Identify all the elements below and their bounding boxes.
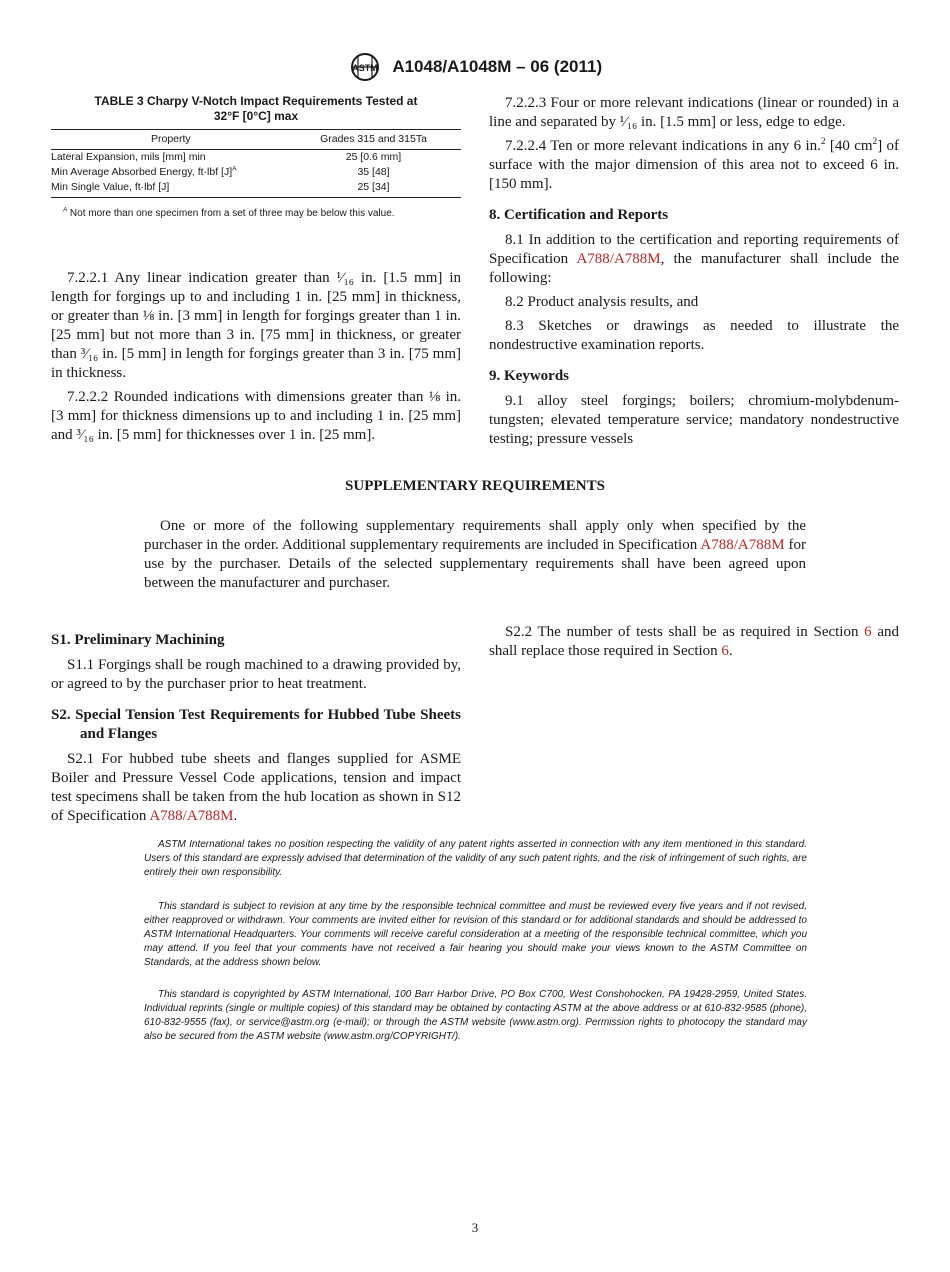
col-header-property: Property (51, 130, 286, 150)
astm-logo-icon (348, 52, 382, 82)
table-footnote: $^A$ Not more than one specimen from a set of three may be below this value. (63, 206, 395, 219)
charpy-table (51, 129, 461, 198)
s2-heading: S2. Special Tension Test Requirements for Hubbed Tube Sheets and Flanges (51, 707, 461, 742)
row-property: Min Single Value, ft·lbf [J] (51, 180, 286, 198)
spec-link[interactable]: A788/A788M (576, 251, 661, 267)
page-header (0, 52, 950, 82)
row-value: 35 [48] (357, 166, 390, 178)
paragraph-s2-1: S2.1 For hubbed tube sheets and flanges supplied for ASME Boiler and Pressure Vessel Code applications, tension and impact test specimens shall be taken from the hub location as shown in S12 of Specification A788/A788M. (51, 751, 461, 824)
legal-notice-patent: ASTM International takes no position respecting the validity of any patent rights asserted in connection with any item mentioned in this standard. Users of this standard are expressly advised that determination of the validity of any such patent rights, and the risk of infringement of such rights, are entirely their own responsibility. (144, 839, 807, 878)
spec-link[interactable]: A788/A788M (700, 537, 785, 553)
section-9-heading: 9. Keywords (489, 368, 569, 384)
paragraph-8-1: 8.1 In addition to the certification and reporting requirements of Specification A788/A788M, the manufacturer shall include the following: (489, 232, 900, 286)
legal-notice-copyright: This standard is copyrighted by ASTM International, 100 Barr Harbor Drive, PO Box C700, West Conshohocken, PA 19428-2959, United States. Individual reprints (single or multiple copies) of this standard may be obtained by contacting ASTM at the above address or at 610-832-9585 (phone), 610-832-9555 (fax), or service@astm.org (e-mail); or through the ASTM website (www.astm.org). Permission rights to photocopy the standard may also be secured from the ASTM website (www.astm.org/COPYRIGHT/). (144, 989, 807, 1042)
row-property: Lateral Expansion, mils [mm] min (51, 151, 206, 163)
table-row (51, 180, 461, 198)
paragraph-7-2-2-1: 7.2.2.1 Any linear indication greater than ¹⁄₁₆ in. [1.5 mm] in length for forgings up to and including 1 in. [25 mm] in thickness, or greater than ⅛ in. [3 mm] in length for forgings greater than 1 in. [25 mm] but not more than 3 in. [75 mm] in thickness, or greater than ³⁄₁₆ in. [5 mm] in length for forgings greater than 3 in. [75 mm] in thickness. (51, 270, 461, 381)
section-link[interactable]: 6 (721, 643, 729, 659)
section-link[interactable]: 6 (864, 624, 872, 640)
s1-heading: S1. Preliminary Machining (51, 632, 225, 648)
table-3 (51, 94, 461, 223)
spec-link[interactable]: A788/A788M (149, 808, 234, 824)
supplementary-intro: One or more of the following supplementary requirements shall apply only when specified by the purchaser in the order. Additional supplementary requirements are included in Specification A788/A788M for use by the purchaser. Details of the selected supplementary requirements shall have been agreed upon between the manufacturer and purchaser. (144, 518, 807, 591)
table-title-line2: 32°F [0°C] max (213, 109, 299, 123)
svg-text:ASTM: ASTM (352, 63, 378, 73)
left-column-top (51, 94, 461, 450)
section-8-heading: 8. Certification and Reports (489, 207, 669, 223)
paragraph-9-1: 9.1 alloy steel forgings; boilers; chromium-molybdenum-tungsten; elevated temperature service; mandatory nondestructive testing; pressure vessels (489, 393, 899, 447)
table-3-title (51, 94, 461, 124)
row-value: 25 [34] (286, 180, 461, 198)
standard-designation: A1048/A1048M – 06 (2011) (392, 57, 603, 76)
paragraph-s2-2: S2.2 The number of tests shall be as required in Section 6 and shall replace those required in Section 6. (489, 624, 899, 659)
table-row (51, 150, 461, 166)
paragraph-8-2: 8.2 Product analysis results, and (505, 294, 699, 310)
supplementary-heading: SUPPLEMENTARY REQUIREMENTS (345, 478, 605, 494)
col-header-grades: Grades 315 and 315Ta (286, 130, 461, 150)
row-value: 25 [0.6 mm] (345, 151, 402, 163)
table-row (51, 165, 461, 180)
right-column-top (489, 94, 899, 454)
paragraph-7-2-2-3: 7.2.2.3 Four or more relevant indications (linear or rounded) in a line and separated by ¹⁄₁₆ in. [1.5 mm] or less, edge to edge. (489, 95, 899, 130)
paragraph-8-3: 8.3 Sketches or drawings as needed to illustrate the nondestructive examination reports. (489, 318, 899, 353)
right-column-bottom (489, 623, 899, 666)
paragraph-s1-1: S1.1 Forgings shall be rough machined to a drawing provided by, or agreed to by the purchaser prior to heat treatment. (51, 657, 461, 692)
row-property: Min Average Absorbed Energy, ft·lbf $[J]^A$ (51, 165, 237, 178)
table-title-line1: TABLE 3 Charpy V-Notch Impact Requirements Tested at (94, 94, 418, 108)
left-column-bottom (51, 619, 461, 831)
legal-notice-revision: This standard is subject to revision at any time by the responsible technical committee and must be reviewed every five years and if not revised, either reapproved or withdrawn. Your comments are invited either for revision of this standard or for additional standards and should be addressed to ASTM International Headquarters. Your comments will receive careful consideration at a meeting of the responsible technical committee, which you may attend. If you feel that your comments have not received a fair hearing you should make your views known to the ASTM Committee on Standards, at the address shown below. (144, 901, 807, 968)
paragraph-7-2-2-4: 7.2.2.4 Ten or more relevant indications in any 6 in.$^2$ [40 $cm^2$] of surface with the major dimension of this area not to exceed 6 in. [150 mm]. (489, 137, 900, 192)
page-number: 3 (471, 1220, 479, 1235)
paragraph-7-2-2-2: 7.2.2.2 Rounded indications with dimensions greater than ⅛ in. [3 mm] for thickness dimensions up to and including 1 in. [25 mm] and ³⁄₁₆ in. [5 mm] for thicknesses over 1 in. [25 mm]. (51, 389, 461, 443)
